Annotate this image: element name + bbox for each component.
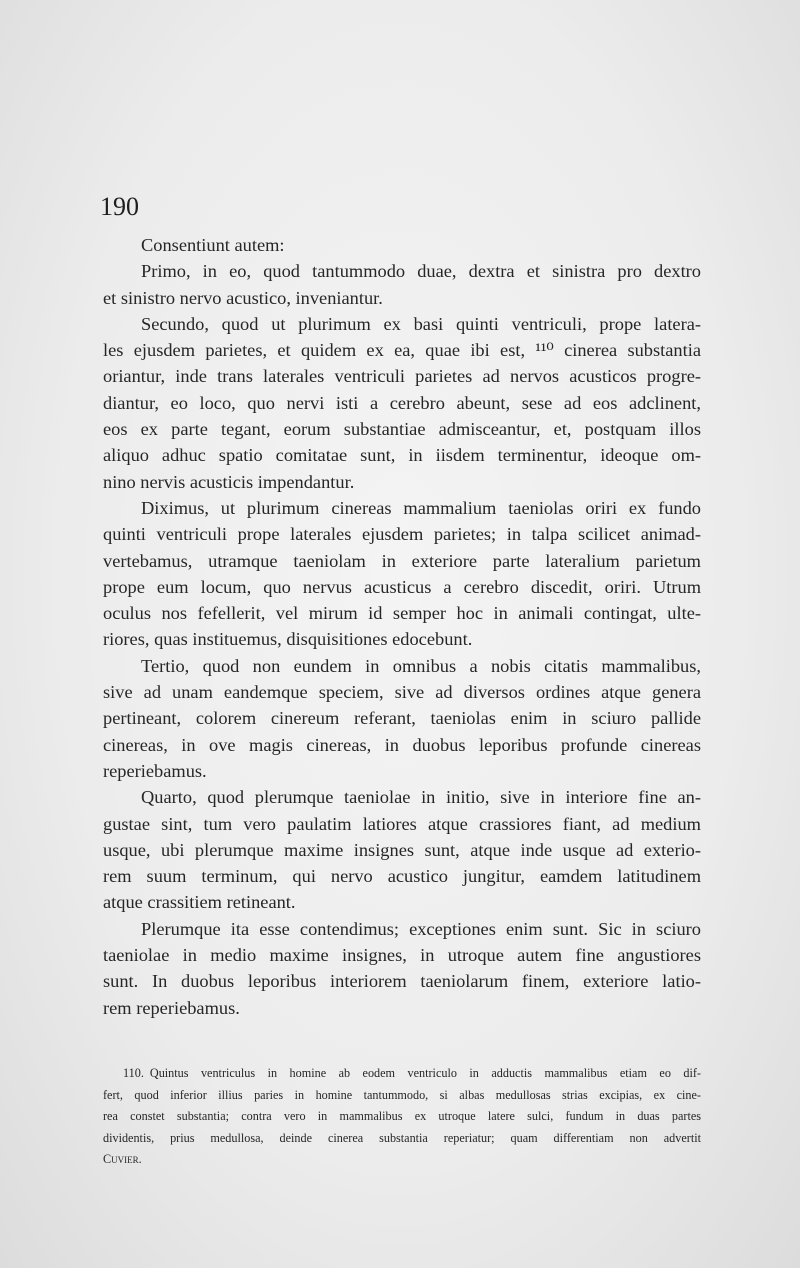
text-line: Plerumque ita esse contendimus; exceptiones enim sunt. Sic in sciuro <box>141 918 701 939</box>
text-line: taeniolae in medio maxime insignes, in utroque autem fine angustiores <box>103 945 701 966</box>
footnote-number: 110. <box>123 1066 144 1080</box>
text-line: et sinistro nervo acustico, inveniantur. <box>103 287 383 308</box>
footnote-line: Cuvier. <box>103 1152 142 1167</box>
text-line: Quarto, quod plerumque taeniolae in initio, sive in interiore fine an- <box>141 787 701 808</box>
text-line: nino nervis acusticis impendantur. <box>103 471 355 492</box>
text-line: aliquo adhuc spatio comitatae sunt, in iisdem terminentur, ideoque om- <box>103 445 701 466</box>
text-line: oculus nos fefellerit, vel mirum id semper hoc in animali contingat, ulte- <box>103 603 701 624</box>
text-line: eos ex parte tegant, eorum substantiae admisceantur, et, postquam illos <box>103 419 701 440</box>
text-line: Diximus, ut plurimum cinereas mammalium taeniolas oriri ex fundo <box>141 497 701 518</box>
text-line: Tertio, quod non eundem in omnibus a nobis citatis mammalibus, <box>141 655 701 676</box>
text-line: sunt. In duobus leporibus interiorem taeniolarum finem, exteriore latio- <box>103 971 701 992</box>
text-line: Primo, in eo, quod tantummodo duae, dextra et sinistra pro dextro <box>141 261 701 282</box>
footnote-text: Quintus ventriculus in homine ab eodem ventriculo in adductis mammalibus etiam eo dif- <box>149 1066 701 1080</box>
text-line: riores, quas instituemus, disquisitiones edocebunt. <box>103 629 473 650</box>
text-line: rem suum terminum, qui nervo acustico jungitur, eamdem latitudinem <box>103 866 701 887</box>
footnote-line: dividentis, prius medullosa, deinde cinerea substantia reperiatur; quam differentiam non advertit <box>103 1130 701 1145</box>
text-line: Consentiunt autem: <box>141 235 285 255</box>
text-line: atque crassitiem retineant. <box>103 892 296 913</box>
body-text <box>103 232 701 1021</box>
text-line: cinereas, in ove magis cinereas, in duobus leporibus profunde cinereas <box>103 734 701 755</box>
text-line: quinti ventriculi prope laterales ejusdem parietes; in talpa scilicet animad- <box>103 524 701 545</box>
text-line: pertineant, colorem cinereum referant, taeniolas enim in sciuro pallide <box>103 708 701 729</box>
text-line: usque, ubi plerumque maxime insignes sunt, atque inde usque ad exterio- <box>103 839 701 860</box>
text-line: gustae sint, tum vero paulatim latiores atque crassiores fiant, ad medium <box>103 813 701 834</box>
text-line: prope eum locum, quo nervus acusticus a cerebro discedit, oriri. Utrum <box>103 576 701 597</box>
text-line: diantur, eo loco, quo nervi isti a cerebro abeunt, sese ad eos adclinent, <box>103 392 701 413</box>
text-line: les ejusdem parietes, et quidem ex ea, quae ibi est, ¹¹⁰ cinerea substantia <box>103 340 701 361</box>
text-line: reperiebamus. <box>103 760 207 781</box>
text-line: rem reperiebamus. <box>103 997 240 1018</box>
text-line: Secundo, quod ut plurimum ex basi quinti ventriculi, prope latera- <box>141 313 701 334</box>
text-line: oriantur, inde trans laterales ventriculi parietes ad nervos acusticos progre- <box>103 366 701 387</box>
footnote-line: fert, quod inferior illius paries in homine tantummodo, si albas medullosas strias excipias, ex cine- <box>103 1087 701 1102</box>
footnote-line: rea constet substantia; contra vero in mammalibus ex utroque latere sulci, fundum in duas partes <box>103 1109 701 1124</box>
text-line: sive ad unam eandemque speciem, sive ad diversos ordines atque genera <box>103 682 701 703</box>
footnote <box>103 1063 701 1171</box>
page-number: 190 <box>100 192 139 221</box>
text-line: vertebamus, utramque taeniolam in exteriore parte lateralium parietum <box>103 550 701 571</box>
footnote-line <box>103 1063 701 1085</box>
